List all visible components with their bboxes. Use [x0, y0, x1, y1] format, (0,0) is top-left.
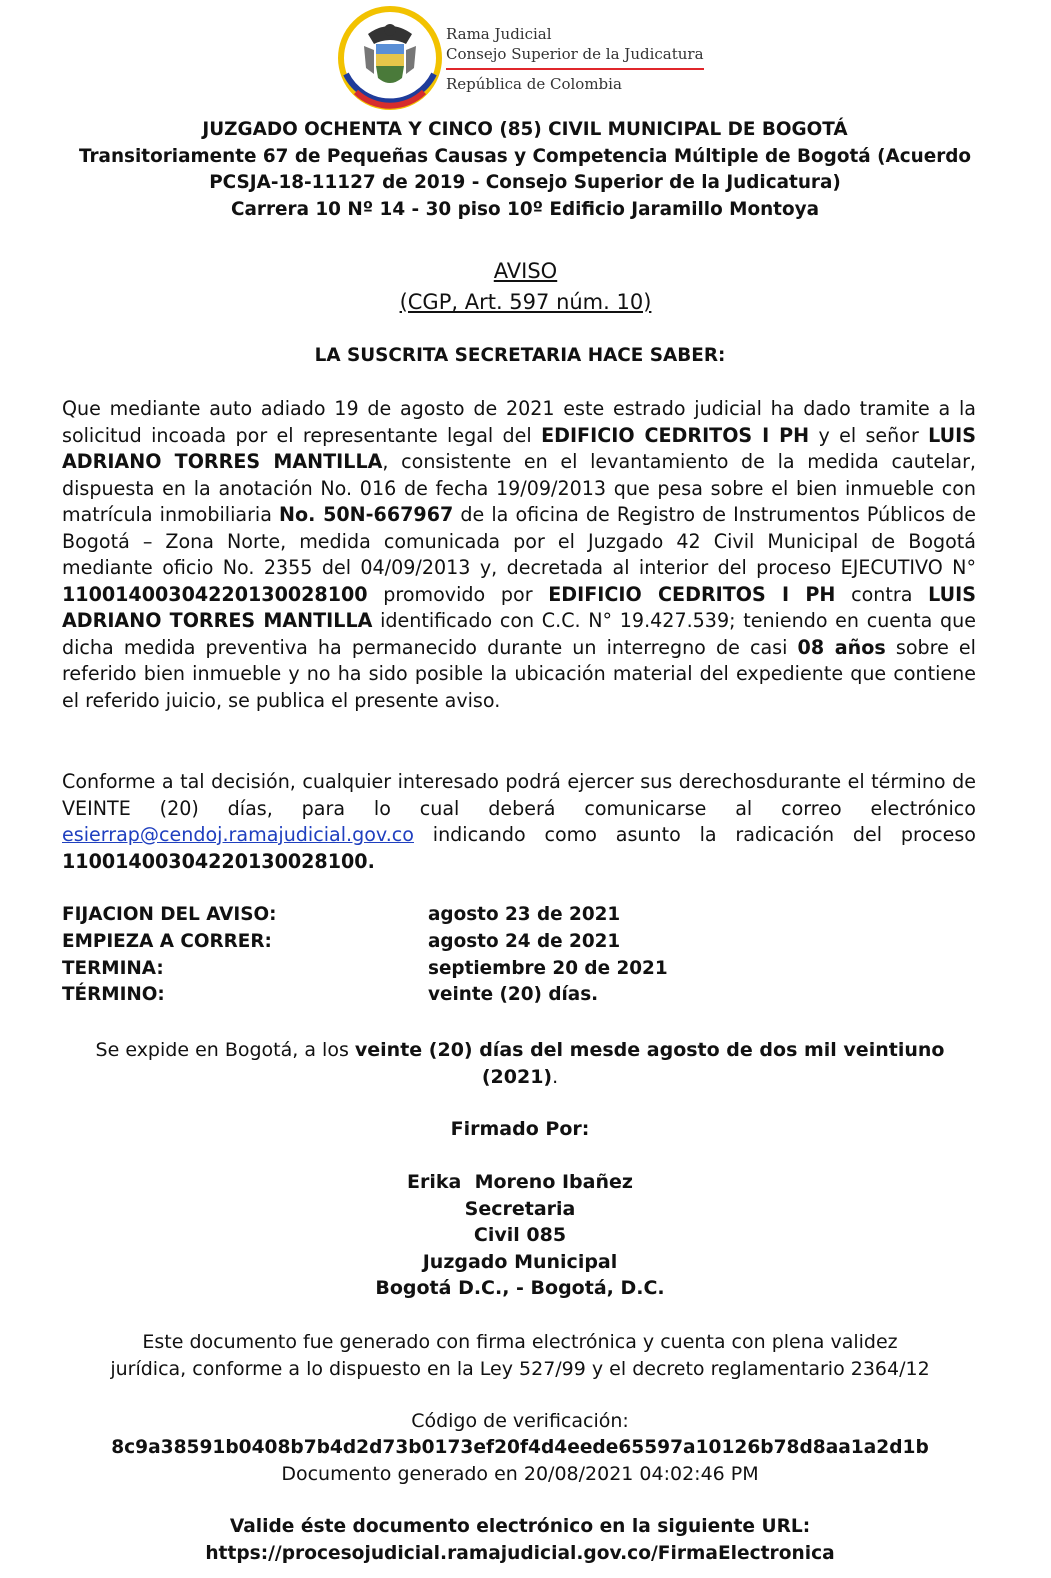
- verification-label: Código de verificación:: [411, 1410, 629, 1432]
- date-label: TÉRMINO:: [62, 984, 165, 1006]
- validity-statement: [40, 1329, 1000, 1382]
- title-aviso: AVISO: [493, 259, 558, 283]
- p2-text-a: Conforme a tal decisión, cualquier interesado podrá ejercer sus derechosdurante el término de VEINTE (20) días, para lo cual deberá comunicarse al correo electrónico: [62, 770, 976, 820]
- date-label: FIJACION DEL AVISO:: [62, 904, 277, 925]
- p2-proceso-number: 11001400304220130028100.: [62, 849, 375, 873]
- p1-text-k: contra: [835, 582, 929, 606]
- court-header: [40, 117, 1010, 224]
- date-value: veinte (20) días.: [428, 984, 599, 1006]
- validity-line-2: jurídica, conforme a lo dispuesto en la Ley 527/99 y el decreto reglamentario 2364/12: [110, 1357, 930, 1380]
- verification-code: 8c9a38591b0408b7b4d2d73b0173ef20f4d4eede65597a10126b78d8aa1a2d1b: [111, 1437, 929, 1458]
- generated-timestamp: Documento generado en 20/08/2021 04:02:46 PM: [281, 1463, 759, 1485]
- date-label: TERMINA:: [62, 957, 164, 979]
- court-name: JUZGADO OCHENTA Y CINCO (85) CIVIL MUNICIPAL DE BOGOTÁ: [202, 119, 848, 140]
- date-row: [62, 982, 762, 1009]
- colombia-coat-of-arms-icon: [338, 4, 442, 112]
- document-title: [0, 256, 1051, 318]
- signer-role: Secretaria: [464, 1197, 576, 1220]
- logo-line-rama: Rama Judicial: [446, 25, 552, 43]
- hace-saber-heading: LA SUSCRITA SECRETARIA HACE SABER:: [314, 345, 726, 366]
- date-label: EMPIEZA A CORRER:: [62, 930, 272, 952]
- p1-nombre: LUIS ADRIANO TORRES MANTILLA: [62, 423, 976, 473]
- logo-divider: [446, 68, 704, 70]
- p1-edificio: EDIFICIO CEDRITOS I PH: [541, 423, 810, 447]
- signer-name: Erika Moreno Ibañez: [407, 1171, 633, 1193]
- date-row: [62, 929, 762, 956]
- signer-city: Bogotá D.C., - Bogotá, D.C.: [375, 1277, 665, 1299]
- signed-by-label: Firmado Por:: [450, 1118, 590, 1140]
- signer-unit: Civil 085: [473, 1224, 567, 1246]
- p1-text-g: de la oficina de Registro de Instrumentos Públicos de Bogotá – Zona Norte, medida comunicada por el Juzgado 42 Civil Municipal de Bogotá mediante oficio No. 2355 del 04/09/2013 y, decretada al interior del proceso EJECUTIVO N°: [62, 503, 977, 579]
- issue-statement: [60, 1037, 980, 1090]
- expide-period: .: [552, 1065, 559, 1088]
- date-value: agosto 23 de 2021: [428, 904, 621, 925]
- institution-logo: [338, 4, 738, 112]
- p1-text-o: sobre el referido bien inmueble y no ha sido posible la ubicación material del expediente que contiene el referido juicio, se publica el presente aviso.: [62, 635, 976, 712]
- court-line2: Transitoriamente 67 de Pequeñas Causas y Competencia Múltiple de Bogotá (Acuerdo: [78, 145, 972, 167]
- expide-text: Se expide en Bogotá, a los: [95, 1039, 355, 1061]
- logo-text-block: [446, 24, 746, 94]
- date-row: [62, 902, 762, 929]
- body-paragraph-2: [62, 769, 976, 875]
- p1-edificio-2: EDIFICIO CEDRITOS I PH: [548, 582, 836, 606]
- logo-line-republica: República de Colombia: [446, 75, 622, 93]
- p1-text-e: , consistente en el levantamiento de la medida cautelar, dispuesta en la anotación No. 016 de fecha 19/09/2013 que pesa sobre el bien inmueble con matrícula inmobiliaria: [62, 450, 977, 526]
- p1-text-i: promovido por: [367, 582, 549, 606]
- email-link[interactable]: esierrap@cendoj.ramajudicial.gov.co: [62, 823, 414, 846]
- court-line3: PCSJA-18-11127 de 2019 - Consejo Superior de la Judicatura): [209, 172, 841, 194]
- date-row: [62, 956, 762, 983]
- logo-line-consejo: Consejo Superior de la Judicatura: [446, 45, 704, 63]
- expide-date-bold: veinte (20) días del mesde agosto de dos mil veintiuno (2021): [354, 1039, 945, 1088]
- validate-url-link[interactable]: https://procesojudicial.ramajudicial.gov.co/FirmaElectronica: [205, 1543, 835, 1564]
- title-cgp-reference: (CGP, Art. 597 núm. 10): [399, 290, 652, 314]
- validate-url-title: Valide éste documento electrónico en la siguiente URL:: [229, 1516, 811, 1537]
- p1-text-a: Que mediante auto adiado 19 de agosto de 2021 este estrado judicial ha dado tramite a la solicitud incoada por el representante legal del: [62, 397, 976, 447]
- date-value: septiembre 20 de 2021: [428, 957, 668, 979]
- date-value: agosto 24 de 2021: [428, 930, 621, 952]
- p2-text-b: indicando como asunto la radicación del proceso: [413, 823, 976, 846]
- p1-text-m: identificado con C.C. N° 19.427.539; teniendo en cuenta que dicha medida preventiva ha permanecido durante un interregno de casi: [62, 609, 976, 659]
- dates-table: [62, 902, 762, 1009]
- signer-court: Juzgado Municipal: [422, 1250, 618, 1273]
- signer-block: [0, 1169, 1040, 1302]
- p1-matricula: No. 50N-667967: [279, 503, 454, 526]
- validity-line-1: Este documento fue generado con firma electrónica y cuenta con plena validez: [142, 1331, 898, 1353]
- p1-proceso-number: 11001400304220130028100: [62, 582, 368, 606]
- body-paragraph-1: [62, 396, 976, 714]
- p1-text-c: y el señor: [809, 423, 929, 447]
- p1-nombre-2: LUIS ADRIANO TORRES MANTILLA: [62, 582, 976, 632]
- court-address: Carrera 10 Nº 14 - 30 piso 10º Edificio Jaramillo Montoya: [230, 199, 819, 221]
- p1-anos: 08 años: [797, 635, 886, 659]
